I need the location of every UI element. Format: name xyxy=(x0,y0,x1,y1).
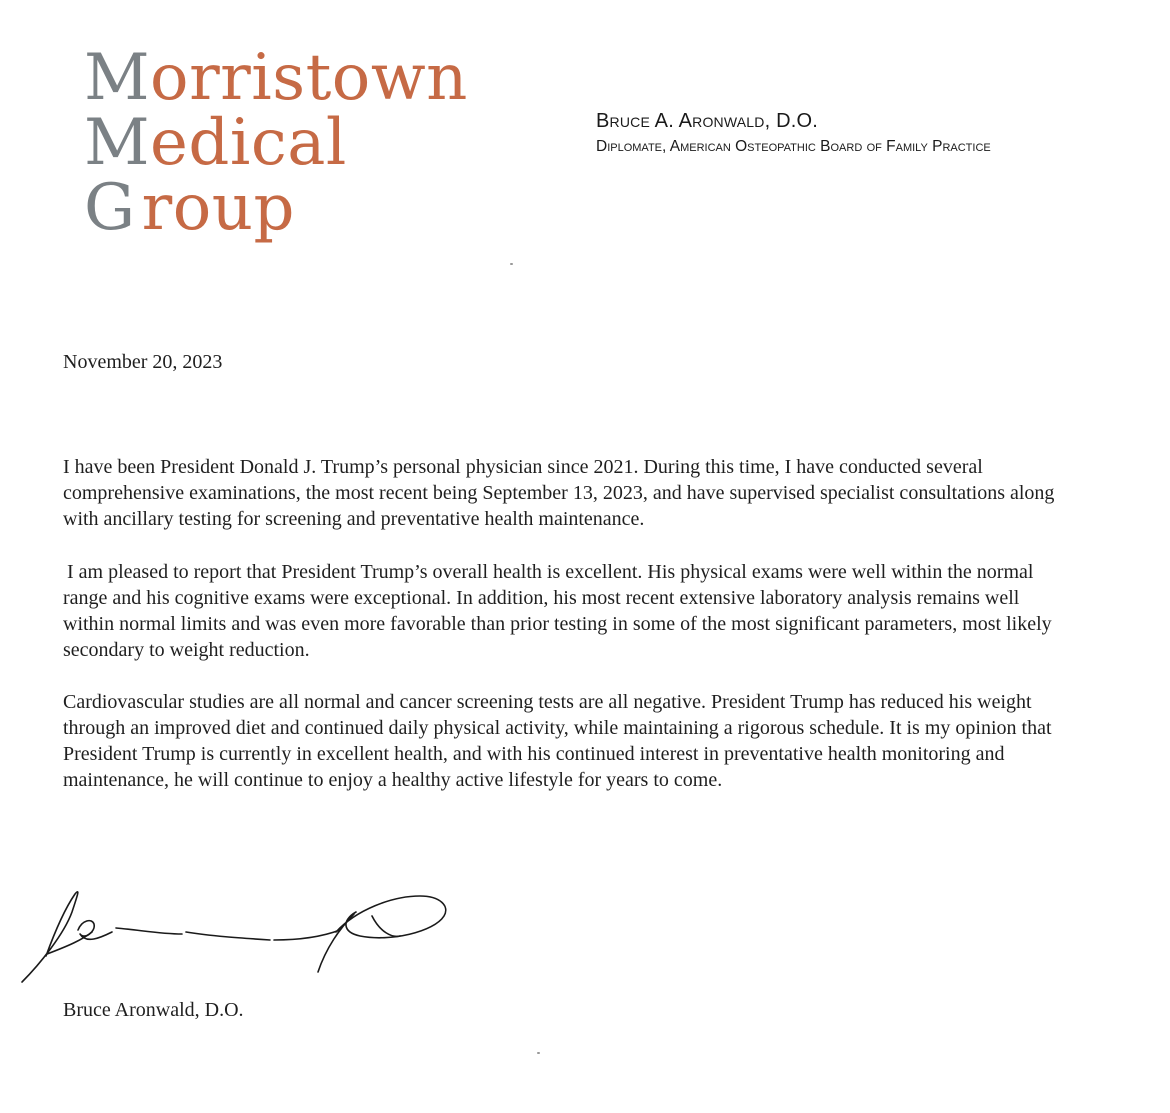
logo-line-1: Morristown xyxy=(84,41,468,115)
physician-header xyxy=(596,109,1026,158)
logo-line-2: Medical xyxy=(84,106,347,180)
paragraph-2: I am pleased to report that President Trump’s overall health is excellent. His physical exams were well within the normal range and his cognitive exams were exceptional. In addition, his most recent extensive laboratory analysis remains well within normal limits and was even more favorable than prior testing in some of the most significant parameters, most likely secondary to weight reduction. xyxy=(63,561,1052,661)
letter-date: November 20, 2023 xyxy=(63,351,223,373)
physician-name: Bruce A. Aronwald, D.O. xyxy=(596,110,819,132)
logo-line-3: Group xyxy=(84,171,295,245)
scan-speck xyxy=(537,1052,540,1054)
signer-name: Bruce Aronwald, D.O. xyxy=(63,999,244,1021)
handwritten-signature xyxy=(20,876,460,986)
paragraph-3: Cardiovascular studies are all normal and cancer screening tests are all negative. President Trump has reduced his weight through an improved diet and continued daily physical activity, while maintaining a rigorous schedule. It is my opinion that President Trump is currently in excellent health, and with his continued interest in preventative health monitoring and maintenance, he will continue to enjoy a healthy active lifestyle for years to come. xyxy=(63,691,1052,791)
morristown-medical-group-logo xyxy=(84,41,468,245)
physician-title: Diplomate, American Osteopathic Board of Family Practice xyxy=(596,138,991,155)
scan-speck xyxy=(510,263,513,265)
paragraph-1: I have been President Donald J. Trump’s personal physician since 2021. During this time, I have conducted several comprehensive examinations, the most recent being September 13, 2023, and have supervised specialist consultations along with ancillary testing for screening and preventative health maintenance. xyxy=(63,456,1055,530)
